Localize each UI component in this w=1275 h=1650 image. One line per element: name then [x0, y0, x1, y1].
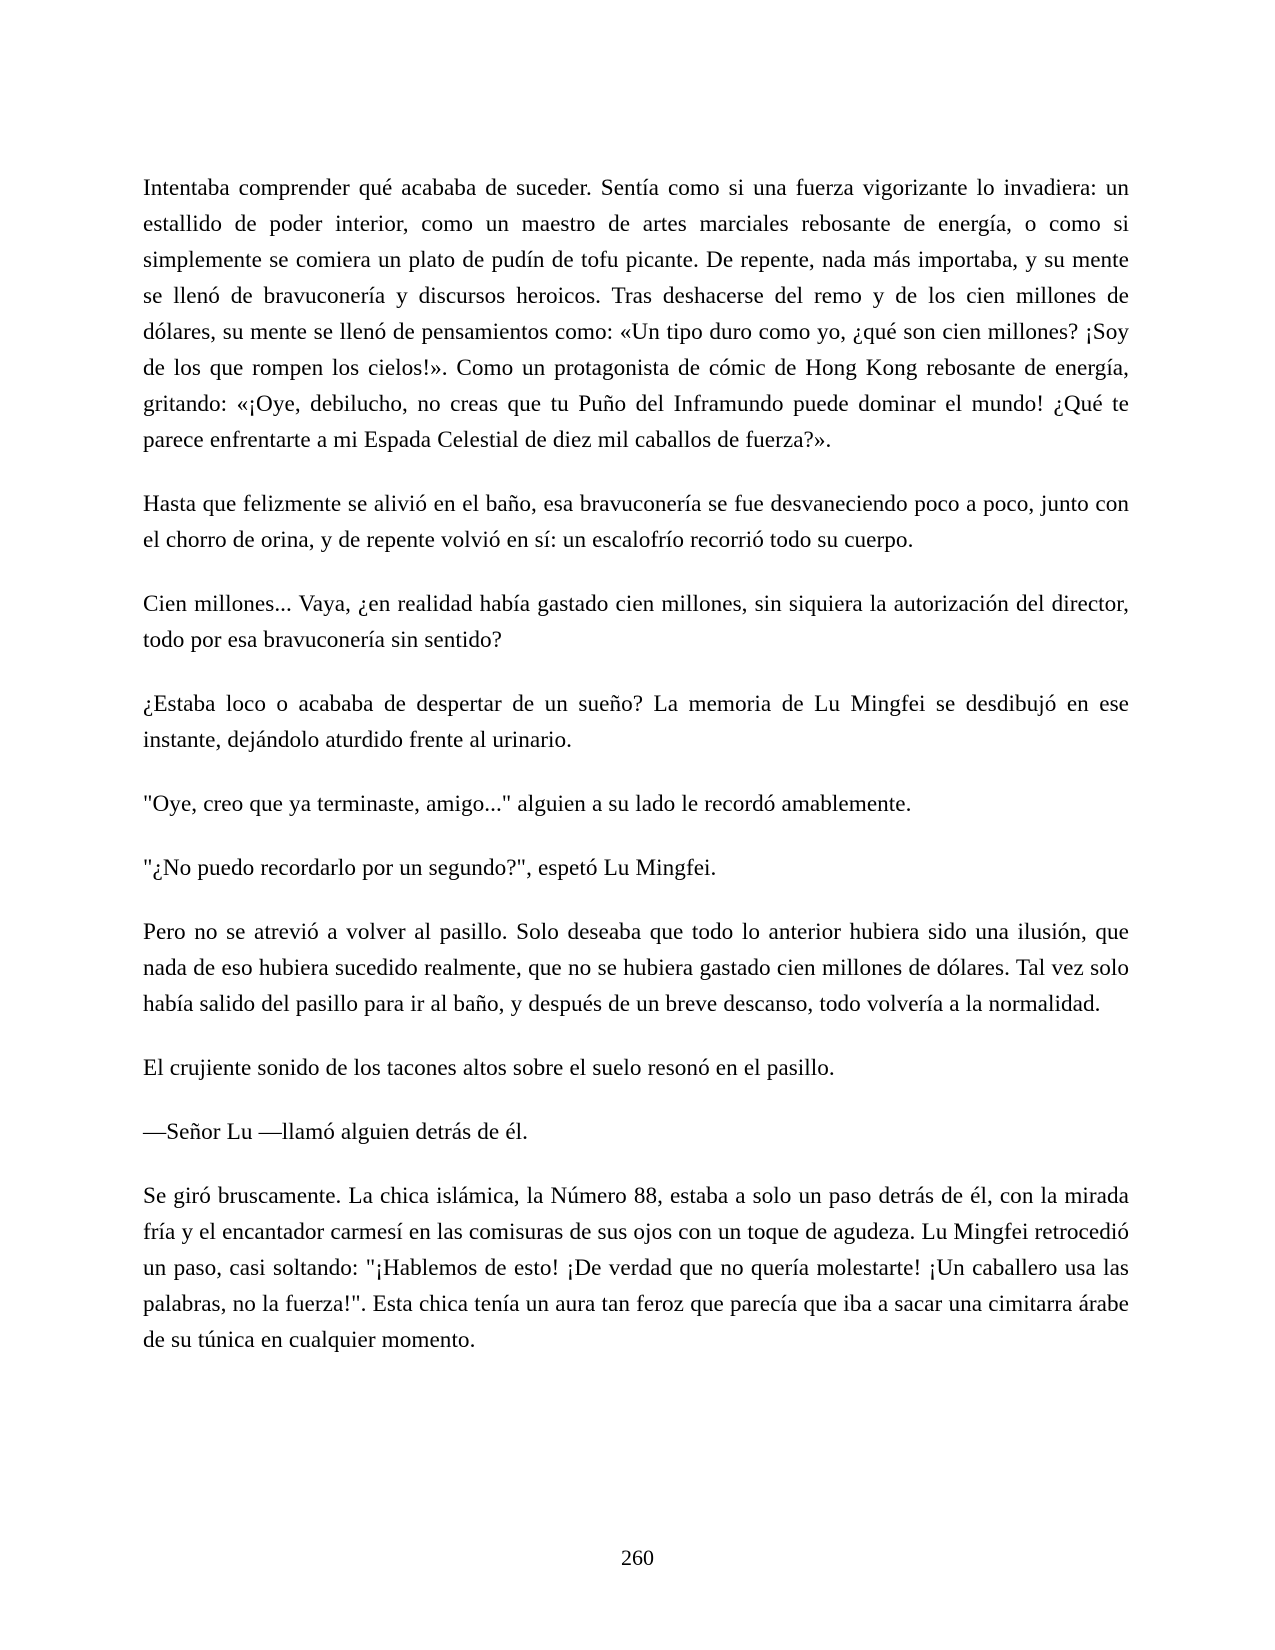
paragraph: ¿Estaba loco o acababa de despertar de un sueño? La memoria de Lu Mingfei se desdibujó en ese instante, dejándolo aturdido frente al urinario. — [143, 691, 1129, 753]
paragraph: Intentaba comprender qué acababa de suceder. Sentía como si una fuerza vigorizante lo invadiera: un estallido de poder interior, como un maestro de artes marciales rebosante de energía, o como si simplemente se comiera un plato de pudín de tofu picante. De repente, nada más importaba, y su mente se llenó de bravuconería y discursos heroicos. Tras deshacerse del remo y de los cien millones de dólares, su mente se llenó de pensamientos como: «Un tipo duro como yo, ¿qué son cien millones? ¡Soy de los que rompen los cielos!». Como un protagonista de cómic de Hong Kong rebosante de energía, gritando: «¡Oye, debilucho, no creas que tu Puño del Inframundo puede dominar el mundo! ¿Qué te parece enfrentarte a mi Espada Celestial de diez mil caballos de fuerza?». — [143, 175, 1129, 453]
body-text-block — [143, 170, 1129, 1358]
paragraph: "Oye, creo que ya terminaste, amigo..." alguien a su lado le recordó amablemente. — [143, 791, 912, 817]
paragraph: "¿No puedo recordarlo por un segundo?", espetó Lu Mingfei. — [143, 855, 717, 881]
paragraph: Hasta que felizmente se alivió en el baño, esa bravuconería se fue desvaneciendo poco a poco, junto con el chorro de orina, y de repente volvió en sí: un escalofrío recorrió todo su cuerpo. — [143, 491, 1129, 553]
page-number: 260 — [621, 1545, 654, 1570]
paragraph: El crujiente sonido de los tacones altos sobre el suelo resonó en el pasillo. — [143, 1055, 835, 1081]
paragraph: Pero no se atrevió a volver al pasillo. Solo deseaba que todo lo anterior hubiera sido una ilusión, que nada de eso hubiera sucedido realmente, que no se hubiera gastado cien millones de dólares. Tal vez solo había salido del pasillo para ir al baño, y después de un breve descanso, todo volvería a la normalidad. — [143, 919, 1129, 1017]
paragraph: Se giró bruscamente. La chica islámica, la Número 88, estaba a solo un paso detrás de él, con la mirada fría y el encantador carmesí en las comisuras de sus ojos con un toque de agudeza. Lu Mingfei retrocedió un paso, casi soltando: "¡Hablemos de esto! ¡De verdad que no quería molestarte! ¡Un caballero usa las palabras, no la fuerza!". Esta chica tenía un aura tan feroz que parecía que iba a sacar una cimitarra árabe de su túnica en cualquier momento. — [143, 1183, 1129, 1353]
paragraph: Cien millones... Vaya, ¿en realidad había gastado cien millones, sin siquiera la autorización del director, todo por esa bravuconería sin sentido? — [143, 591, 1129, 653]
paragraph: —Señor Lu —llamó alguien detrás de él. — [143, 1119, 529, 1145]
